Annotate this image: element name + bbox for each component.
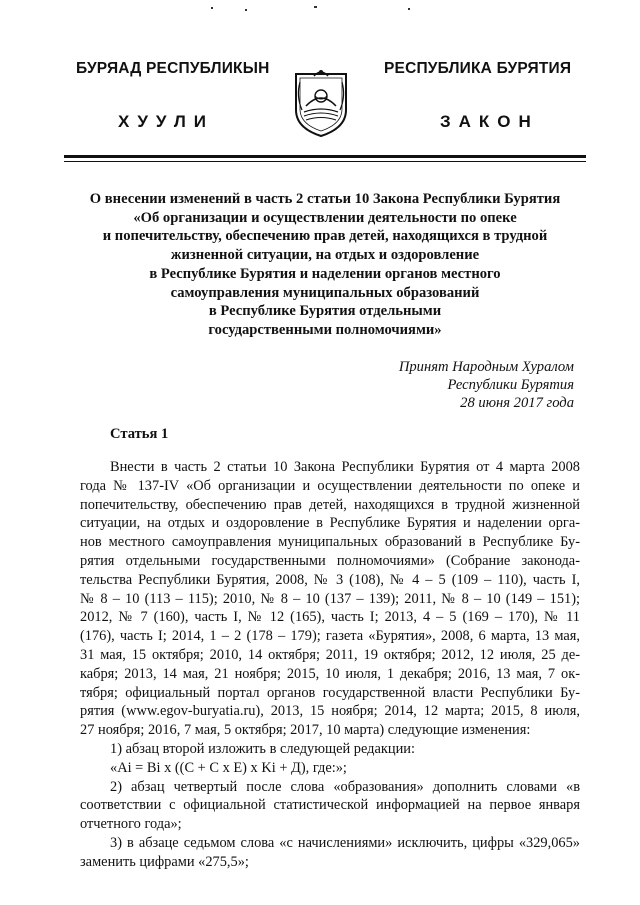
law-title xyxy=(64,190,586,340)
body-line: кабря; 2013, 14 мая, 21 ноября; 2015, 10 июля, 1 декабря; 2016, 13 мая, 7 ок- xyxy=(80,665,580,682)
title-line: О внесении изменений в часть 2 статьи 10 Закона Республики Бурятия xyxy=(89,191,561,207)
body-line: 2012, № 7 (160), часть I, № 12 (165), часть I; 2013, 4 – 5 (169 – 170), № 11 xyxy=(80,609,580,626)
adoption-line: Принят Народным Хуралом xyxy=(398,359,574,375)
adoption-date: 28 июня 2017 года xyxy=(460,395,574,411)
title-line: в Республике Бурятия отдельными xyxy=(208,303,442,320)
adoption-line: Республики Бурятия xyxy=(447,377,574,393)
title-line: «Об организации и осуществлении деятельности по опеке xyxy=(133,209,517,226)
title-line: жизненной ситуации, на отдых и оздоровление xyxy=(170,247,480,264)
body-line: года № 137-IV «Об организации и осуществлении деятельности по опеке и xyxy=(80,477,580,494)
title-line: и попечительству, обеспечению прав детей, находящихся в трудной xyxy=(102,228,548,245)
body-line: Внести в часть 2 статьи 10 Закона Республики Бурятия от 4 марта 2008 xyxy=(110,459,580,475)
body-line: попечительству, обеспечению прав детей, находящихся в трудной жизненной xyxy=(80,496,580,513)
body-line: рятия отдельными государственными полномочиями» (Собрание законода- xyxy=(80,552,580,569)
header-right-title: РЕСПУБЛИКА БУРЯТИЯ xyxy=(384,60,572,77)
body-line: тября; официальный портал органов государственной власти Республики Бу- xyxy=(80,684,580,701)
article-body xyxy=(80,458,580,872)
adoption-note xyxy=(399,358,574,412)
body-line: заменить цифрами «275,5»; xyxy=(80,853,249,870)
body-line: (176), часть I; 2014, 1 – 2 (178 – 179); газета «Бурятия», 2008, 6 марта, 13 мая, xyxy=(80,628,580,645)
body-line: 1) абзац второй изложить в следующей редакции: xyxy=(110,740,415,757)
body-line: 3) в абзаце седьмом слова «с начислениями» исключить, цифры «329,065» xyxy=(110,834,580,851)
article-heading: Статья 1 xyxy=(110,426,169,442)
header-rule-thin xyxy=(64,161,586,162)
body-line: ситуации, на отдых и оздоровление в Республике Бурятия и наделении орга- xyxy=(80,515,580,532)
scan-specks xyxy=(0,0,640,20)
body-line: тельства Республики Бурятия, 2008, № 3 (108), № 4 – 5 (109 – 110), часть I, xyxy=(80,571,580,588)
title-line: государственными полномочиями» xyxy=(208,321,442,338)
title-line: самоуправления муниципальных образований xyxy=(170,284,480,301)
body-line: нов местного самоуправления муниципальных образований в Республике Бу- xyxy=(80,534,580,551)
body-line: «Ai = Bi x ((C + C x E) x Ki + Д), где:»; xyxy=(110,759,347,776)
body-line: 2) абзац четвертый после слова «образования» дополнить словами «в xyxy=(110,778,580,795)
coat-of-arms-emblem-icon xyxy=(292,66,350,138)
title-line: в Республике Бурятия и наделении органов местного xyxy=(149,265,501,282)
header-left-subtitle: ХУУЛИ xyxy=(118,112,214,131)
header-left-title: БУРЯАД РЕСПУБЛИКЫН xyxy=(76,60,270,77)
body-line: рятия (www.egov-buryatia.ru), 2013, 15 ноября; 2014, 12 марта; 2015, 8 июля, xyxy=(80,703,580,720)
body-line: 31 мая, 15 октября; 2010, 14 октября; 2011, 19 октября; 2012, 12 июля, 25 де- xyxy=(80,646,580,663)
header-right-subtitle: ЗАКОН xyxy=(440,112,539,131)
header-rule-thick xyxy=(64,155,586,158)
body-line: № 8 – 10 (113 – 115); 2010, № 8 – 10 (137 – 139); 2011, № 8 – 10 (149 – 151); xyxy=(80,590,580,607)
body-line: соответствии с официальной статистической информацией на первое января xyxy=(80,797,580,814)
body-line: отчетного года»; xyxy=(80,816,182,833)
body-line: 27 ноября; 2016, 7 мая, 5 октября; 2017, 10 марта) следующие изменения: xyxy=(80,722,531,739)
